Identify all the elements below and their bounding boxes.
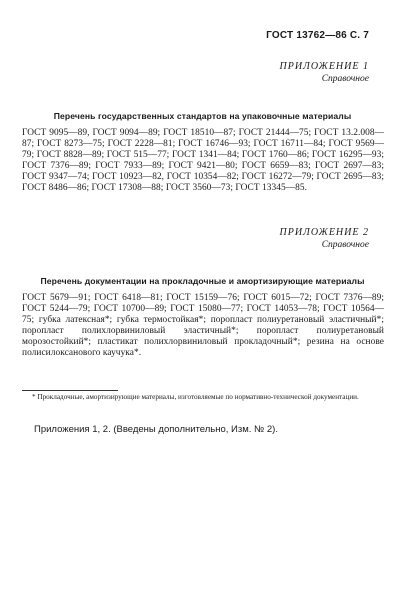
appendix-2-heading (280, 226, 370, 251)
section-1-body: ГОСТ 9095—89, ГОСТ 9094—89; ГОСТ 18510—87; ГОСТ 21444—75; ГОСТ 13.2.008—87; ГОСТ 8273—75; ГОСТ 2228—81; ГОСТ 16746—93; ГОСТ 16711—84; ГОСТ 9569—79; ГОСТ 8828—89; ГОСТ 515—77; ГОСТ 1341—84; ГОСТ 1760—86; ГОСТ 16295—93; ГОСТ 7376—89; ГОСТ 7933—89; ГОСТ 9421—80; ГОСТ 6659—83; ГОСТ 2697—83; ГОСТ 9347—74; ГОСТ 10923—82, ГОСТ 10354—82; ГОСТ 16272—79; ГОСТ 2695—83; ГОСТ 8486—86; ГОСТ 17308—88; ГОСТ 3560—73; ГОСТ 13345—85. (22, 128, 384, 193)
appendix-2-title: ПРИЛОЖЕНИЕ 2 (279, 227, 369, 238)
appendix-1-heading (280, 60, 370, 85)
appendix-1-title: ПРИЛОЖЕНИЕ 1 (279, 61, 369, 72)
section-2-body: ГОСТ 5679—91; ГОСТ 6418—81; ГОСТ 15159—76; ГОСТ 6015—72; ГОСТ 7376—89; ГОСТ 5244—79; ГОСТ 10700—89; ГОСТ 15080—77; ГОСТ 14053—78; ГОСТ 10564—75; губка латексная*; губка термостойкая*; поропласт полиуретановый эластичный*; поропласт полихлорвиниловый эластичный*; поропласт полиуретановый морозостойкий*; пластикат полихлорвиниловый прокладочный*; резина на основе полисилоксанового каучука*. (22, 293, 384, 358)
closing-note: Приложения 1, 2. (Введены дополнительно, Изм. № 2). (34, 424, 278, 435)
appendix-1-subtitle: Справочное (321, 74, 369, 84)
footnote-divider (22, 390, 118, 391)
page-header: ГОСТ 13762—86 С. 7 (266, 30, 369, 41)
section-2-title: Перечень документации на прокладочные и амортизирующие материалы (40, 276, 365, 286)
appendix-2-subtitle: Справочное (321, 240, 369, 250)
section-1-title: Перечень государственных стандартов на упаковочные материалы (53, 111, 352, 121)
footnote: * Прокладочные, амортизирующие материалы, изготовляемые по нормативно-технической документации. (32, 393, 359, 401)
